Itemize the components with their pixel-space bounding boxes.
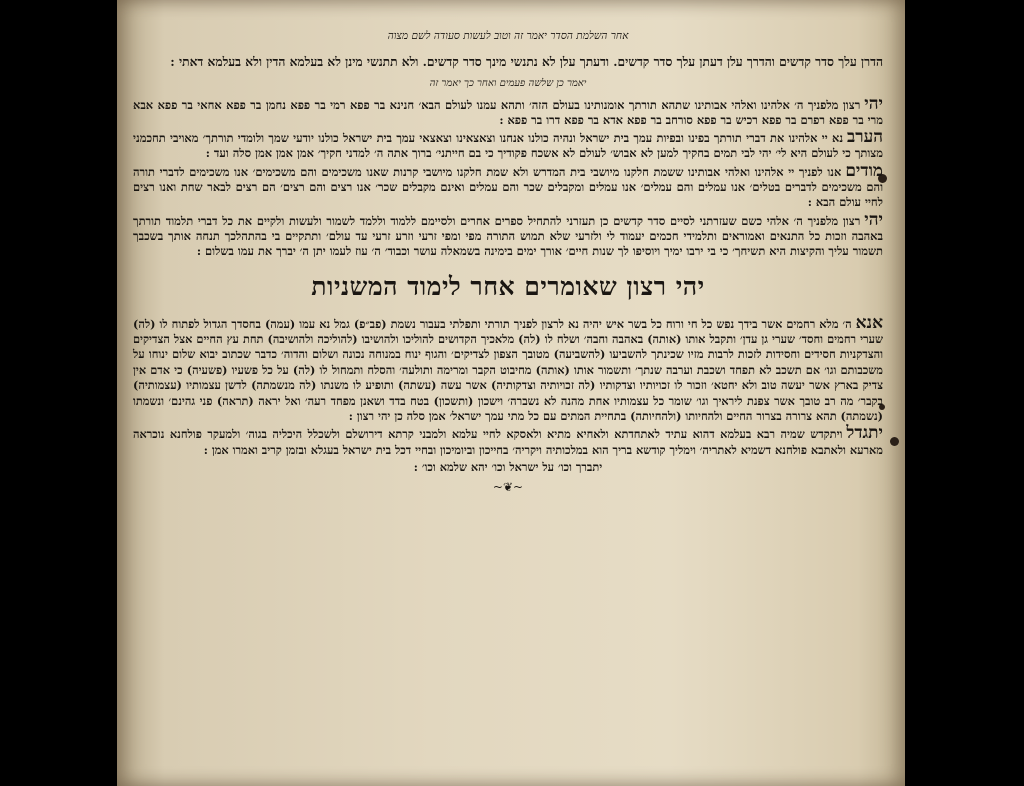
kaddish-paragraph: [133, 423, 883, 458]
prayer-paragraph-2: [133, 127, 883, 162]
prayer-paragraph-5: [133, 312, 883, 425]
paragraph-text-6: ויתקדש שמיה רבא בעלמא דהוא עתיד לאתחדתא ולאחיא מתיא ולאסקא לחיי עלמא ולמבני קרתא דירושלם ולשכלל היכליה בגוה׳ ולמעקר פולחנא נוכראה מארעא ולאתבא פולחנא דשמיא לאתריה׳ וימליך קודשא בריך הוא במלכותיה ויקריה׳ בחייכון וביומיכון ובחיי דכל בית ישראל בעגלא ובזמן קריב ואמרו אמן :: [133, 427, 883, 457]
prayer-paragraph-1: [133, 93, 883, 129]
opening-word-5: אנא: [855, 312, 883, 333]
opening-word-2: הערב: [847, 127, 883, 148]
scanned-page: [117, 0, 905, 786]
section-title: יהי רצון שאומרים אחר לימוד המשניות: [311, 271, 705, 301]
paragraph-text-2: נא יי אלהינו את דברי תורתך בפינו ובפיות עמך בית ישראל ונהיה כולנו אנחנו וצאצאינו וצאצאי עמך בית ישראל כולנו יודעי שמך ולומדי תורתך׳ מאויבי תחכמני מצותך כי לעולם היא לי׳ יהי לבי תמים בחקיך למען לא אבוש׳ לעולם לא אשכח פקודיך כי בם חייתני׳ ברוך אתה ה׳ למדני חקיך׳ אמן אמן אמן סלה ועד :: [133, 131, 883, 161]
paragraph-text-4: רצון מלפניך ה׳ אלהי כשם שעזרתני לסיים סדר קדשים כן תעזרני להתחיל ספרים אחרים ולסיימם ללמוד וללמד לשמור ולעשות ולקיים את כל דברי תלמוד תורתך באהבה וזכות כל התנאים ואמוראים ותלמידי חכמים יעמוד לי ולזרעי שלא תמוש התורה מפי ומפי זרעי וזרע זרעי עד עולם׳ ותתקיים בי בהתהלכך תנחה אותך בשכבך תשמור עליך והקיצות היא תשיחך׳ כי בי ירבו ימיך ויוסיפו לך שנות חיים׳ אורך ימים בימינה בשמאלה עושר וכבוד׳ ה׳ עוז לעמו יתן ה׳ יברך את עמו בשלום :: [133, 213, 883, 259]
hadran-paragraph: הדרן עלך סדר קדשים והדרך עלן דעתן עלך סדר קדשים. ודעתך עלן לא נתנשי מינך סדר קדשים. ולא תתנשי מינן לא בעלמא הדין ולא בעלמא דאתי :: [170, 55, 883, 69]
opening-word-4: יהי: [864, 209, 883, 230]
paragraph-text-3: אנו לפניך יי אלהינו ואלהי אבותינו ששמת חלקנו מיושבי בית המדרש ולא שמת חלקנו מיושבי קרנות שאנו משכימים והם משכימים׳ אנו משכימים לדברי תורה והם משכימים לדברים בטלים׳ אנו עמלים והם עמלים׳ אנו עמלים ומקבלים שכר והם עמלים ואינם מקבלים שכר׳ אנו רצים והם רצים׳ הם רצים לבאר שחת ואנו רצים לחיי עולם הבא :: [133, 164, 883, 210]
prayer-paragraph-4: [133, 209, 883, 260]
opening-word-3: מודים: [845, 160, 883, 181]
instruction-line: יאמר כן שלשה פעמים ואחר כך יאמר זה: [429, 77, 587, 89]
kaddish-ending: יתברך וכו׳ על ישראל וכו׳ יהא שלמא וכו׳ :: [413, 460, 603, 475]
opening-word-6: יתגדל: [846, 423, 883, 444]
page-text: [133, 30, 883, 776]
prayer-paragraph-3: [133, 160, 883, 211]
paragraph-text-1: רצון מלפניך ה׳ אלהינו ואלהי אבותינו שתהא תורתך אומנותינו בעולם הזה׳ ותהא עמנו לעולם הבא׳ חנינא בר פפא רמי בר פפא נחמן בר פפא אחאי בר פפא אבא מרי בר פפא רפרם בר פפא רכיש בר פפא סורחב בר פפא אדא בר פפא דרו בר פפא :: [133, 97, 883, 127]
opening-word-1: יהי: [864, 93, 883, 114]
paragraph-text-5: ה׳ מלא רחמים אשר בידך נפש כל חי ורוח כל בשר איש יהיה נא לרצון לפניך תורתי ותפלתי בעבור נשמת (פב״פ) גמל נא עמו (עמה) בחסדך הגדול לפתוח לו (לה) שערי רחמים וחסד׳ שערי גן עדן׳ ותקבל אותו (אותה) באהבה וחבה׳ ושלח לו (לה) מלאכיך הקדושים להוליכו ולהושיבו (להוליכה ולהושיבה) תחת עץ החיים אצל הצדיקים והצדקניות חסידים וחסידות לזכות לרבות מזיו שכינתך להשביעו (להשביעה) מטובך הצפון לצדיקים׳ והגוף ינוח במנוחה נכונה ושלום והדוה׳ כדבר שכתוב יבוא שלום ינוחו על משכבותם וגו׳ אם תשכב לא תפחד ושכבת וערבה שנתך׳ ותשמור אותו (אותה) מחיבוט הקבר ומרימה ותולעה׳ והסלח ותמחול לו (לה) על כל פשעיו (פשעיה) כי אדם אין צדיק בארץ אשר יעשה טוב ולא יחטא׳ וזכור לו זכויותיו וצדקותיו (לה זכויותיה וצדקותיה) אשר עשה (עשתה) ותופיע לו משנתו (לה מנשמתה) לדשן עצמותיו (עצמותיה) בקבר׳ מה רב טובך אשר צפנת ליראיך וגו׳ שומר כל עצמותיו אחת מהנה לא נשברה׳ וישכון (ותשכון) בטח בדד ושאנן מפחד רעה׳ ואל יראה (תראה) פני גהינם׳ ונשמתו (נשמתה) תהא צרורה בצרור החיים ולהחיותו (ולהחיותה) בתחיית המתים עם כל מתי עמך ישראל׳ אמן סלה כן יהי רצון :: [133, 316, 883, 423]
page-header: אחר השלמת הסדר יאמר זה וטוב לעשות סעודה לשם מצוה: [387, 30, 629, 42]
ink-spot: [890, 437, 899, 446]
ornament: ~❦~: [492, 479, 524, 494]
